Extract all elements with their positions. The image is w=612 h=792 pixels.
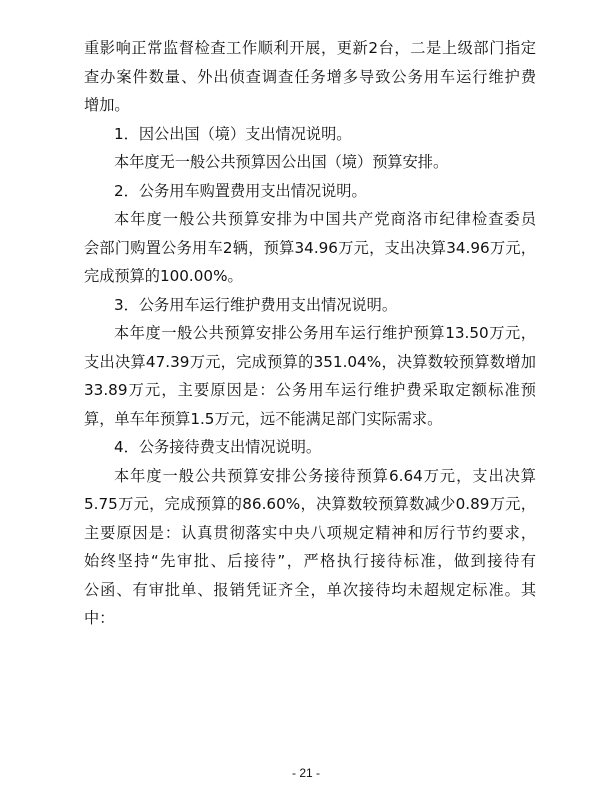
text-line: 支出决算47.39万元，完成预算的351.04%，决算数较预算数增加: [84, 352, 536, 371]
text-line: 始终坚持“先审批、后接待”，严格执行接待标准，做到接待有: [84, 552, 536, 570]
text-line: 4．公务接待费支出情况说明。: [114, 438, 322, 456]
text-line: 本年度一般公共预算安排公务用车运行维护预算13.50万元，: [114, 324, 536, 342]
text-line: 2．公务用车购置费用支出情况说明。: [114, 181, 367, 200]
text-line: 中：: [84, 609, 115, 627]
body-text: [84, 34, 536, 633]
text-line: 本年度无一般公共预算因公出国（境）预算安排。: [114, 153, 449, 171]
page-number: - 21 -: [291, 766, 320, 780]
text-line: 本年度一般公共预算安排公务接待预算6.64万元，支出决算: [114, 466, 536, 485]
text-line: 增加。: [84, 96, 130, 114]
text-line: 算，单车年预算1.5万元，远不能满足部门实际需求。: [84, 409, 443, 428]
text-line: 公函、有审批单、报销凭证齐全，单次接待均未超规定标准。其: [84, 580, 536, 599]
text-line: 33.89万元，主要原因是：公务用车运行维护费采取定额标准预: [84, 381, 536, 399]
text-line: 本年度一般公共预算安排为中国共产党商洛市纪律检查委员: [114, 210, 536, 228]
text-line: 1．因公出国（境）支出情况说明。: [114, 124, 352, 143]
text-line: 主要原因是：认真贯彻落实中央八项规定精神和厉行节约要求，: [84, 523, 536, 542]
text-line: 完成预算的100.00%。: [84, 267, 243, 285]
text-line: 5.75万元，完成预算的86.60%，决算数较预算数减少0.89万元，: [84, 495, 536, 513]
text-line: 查办案件数量、外出侦查调查任务增多导致公务用车运行维护费: [84, 67, 536, 86]
text-line: 会部门购置公务用车2辆，预算34.96万元，支出决算34.96万元，: [84, 238, 536, 257]
text-line: 3．公务用车运行维护费用支出情况说明。: [114, 295, 398, 314]
text-line: 重影响正常监督检查工作顺利开展，更新2台，二是上级部门指定: [84, 39, 536, 57]
